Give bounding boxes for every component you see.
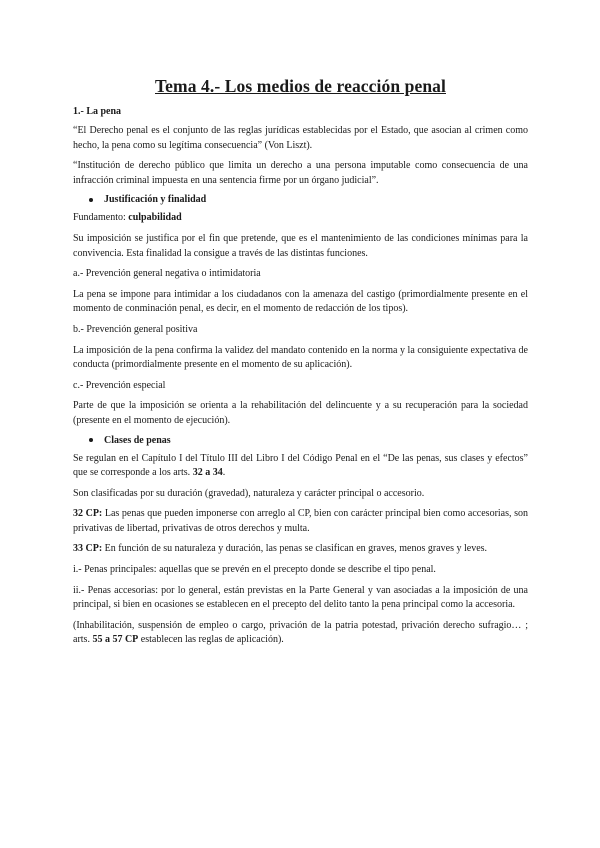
quote-definition: “Institución de derecho público que limita un derecho a una persona imputable como consecuencia de una infracción criminal impuesta en una sentencia firme por un órgano judicial”.	[73, 160, 528, 186]
fundamento-label: Fundamento:	[73, 212, 126, 224]
inhab-end: establecen las reglas de aplicación).	[140, 634, 284, 646]
article-32-label: 32 CP:	[73, 508, 103, 520]
fundamento-line	[73, 211, 528, 226]
paragraph-penas-accesorias: ii.- Penas accesorias: por lo general, están previstas en la Parte General y van asociadas a la imposición de una principal, si bien en ocasiones se establecen en el precepto del delito tanto la pena principal como la accesoria.	[73, 584, 528, 611]
subheading-prevencion-a: a.- Prevención general negativa o intimidatoria	[73, 268, 261, 280]
article-33-text: En función de su naturaleza y duración, las penas se clasifican en graves, menos graves y leves.	[104, 543, 488, 555]
page-title: Tema 4.- Los medios de reacción penal	[155, 76, 446, 96]
paragraph-clasificadas: Son clasificadas por su duración (gravedad), naturaleza y carácter principal o accesorio.	[73, 487, 425, 499]
bullet-label: Justificación y finalidad	[104, 194, 207, 206]
paragraph-regulan	[73, 452, 528, 481]
section-heading-la-pena: 1.- La pena	[73, 106, 122, 117]
regulan-text: Se regulan en el Capítulo I del Título III del Libro I del Código Penal en el “De las penas, sus clases y efectos” que se corresponde a los arts.	[73, 452, 528, 479]
paragraph-inhabilitacion	[73, 619, 528, 648]
regulan-end: .	[222, 467, 226, 479]
subheading-prevencion-b: b.- Prevención general positiva	[73, 323, 198, 335]
paragraph-imposicion: Su imposición se justifica por el fin que pretende, que es el mantenimiento de las condiciones mínimas para la convivencia. Esta finalidad la consigue a través de las distintas funciones.	[73, 232, 528, 259]
paragraph-penas-principales: i.- Penas principales: aquellas que se prevén en el precepto donde se describe el tipo penal.	[73, 564, 436, 576]
bullet-clases	[89, 435, 528, 446]
bullet-dot-icon	[89, 198, 93, 202]
bullet-dot-icon	[89, 438, 93, 442]
inhab-text: (Inhabilitación, suspensión de empleo o cargo, privación de la patria potestad, privación derecho sufragio… ; arts.	[73, 619, 528, 646]
bullet-label: Clases de penas	[104, 434, 171, 446]
fundamento-value: culpabilidad	[128, 212, 182, 224]
article-32-text: Las penas que pueden imponerse con arreglo al CP, bien con carácter principal bien como accesorias, son privativas de libertad, privativas de otros derechos y multa.	[73, 508, 528, 534]
regulan-articles: 32 a 34	[192, 467, 223, 479]
article-33-label: 33 CP:	[73, 543, 103, 555]
paragraph-32cp	[73, 507, 528, 536]
quote-von-liszt: “El Derecho penal es el conjunto de las reglas jurídicas establecidas por el Estado, que asocian al crimen como hecho, la pena como su legítima consecuencia” (Von Liszt).	[73, 125, 528, 151]
inhab-articles: 55 a 57 CP	[92, 634, 139, 646]
subheading-prevencion-c: c.- Prevención especial	[73, 379, 166, 391]
paragraph-prevencion-c: Parte de que la imposición se orienta a la rehabilitación del delincuente y a su recuperación para la sociedad (presente en el momento de ejecución).	[73, 400, 528, 426]
paragraph-prevencion-a: La pena se impone para intimidar a los ciudadanos con la amenaza del castigo (primordialmente presente en el momento de conminación penal, es decir, en el momento de redacción de los tipos).	[73, 288, 528, 315]
paragraph-33cp	[73, 542, 528, 557]
bullet-justificacion	[89, 194, 528, 205]
paragraph-prevencion-b: La imposición de la pena confirma la validez del mandato contenido en la norma y la consiguiente expectativa de conducta (primordialmente presente en el momento de su aplicación).	[73, 344, 528, 371]
